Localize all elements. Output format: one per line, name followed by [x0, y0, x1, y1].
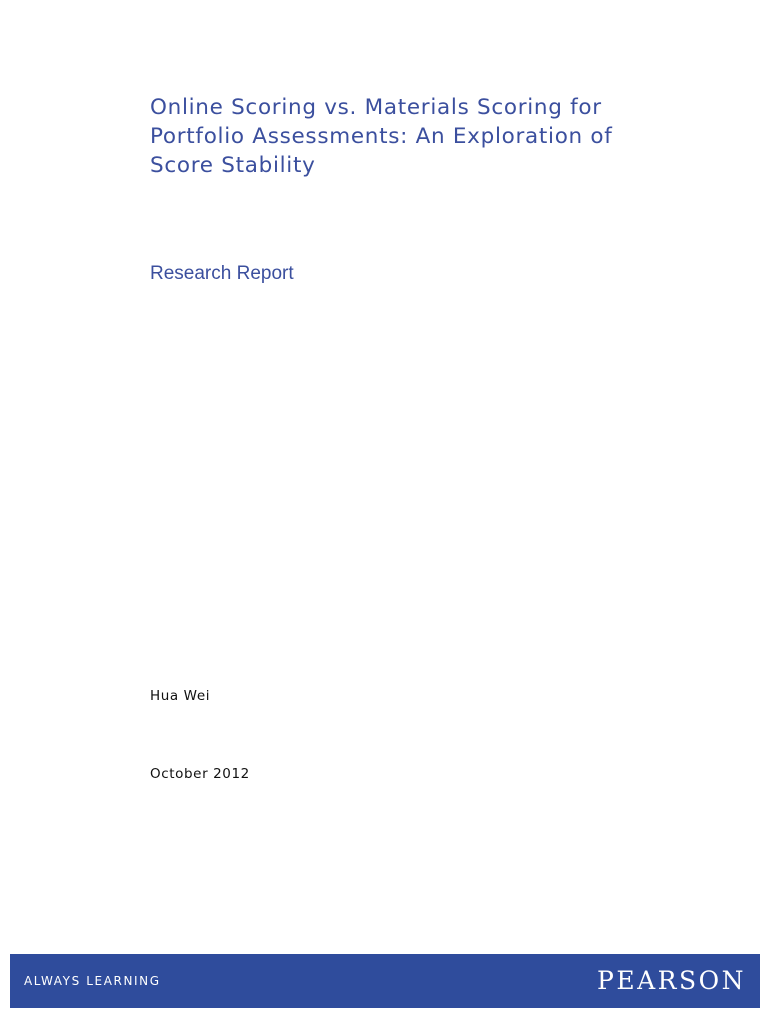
report-title-line-1: Online Scoring vs. Materials Scoring for — [150, 95, 602, 120]
footer-banner — [10, 954, 760, 1008]
report-type: Research Report — [150, 263, 294, 284]
publication-date: October 2012 — [150, 766, 250, 782]
report-title — [150, 93, 670, 180]
footer-tagline: ALWAYS LEARNING — [24, 974, 161, 988]
report-title-line-2: Portfolio Assessments: An Exploration of — [150, 124, 613, 149]
report-title-line-3: Score Stability — [150, 153, 316, 178]
author-name: Hua Wei — [150, 688, 211, 704]
publisher-logo: PEARSON — [597, 966, 746, 995]
